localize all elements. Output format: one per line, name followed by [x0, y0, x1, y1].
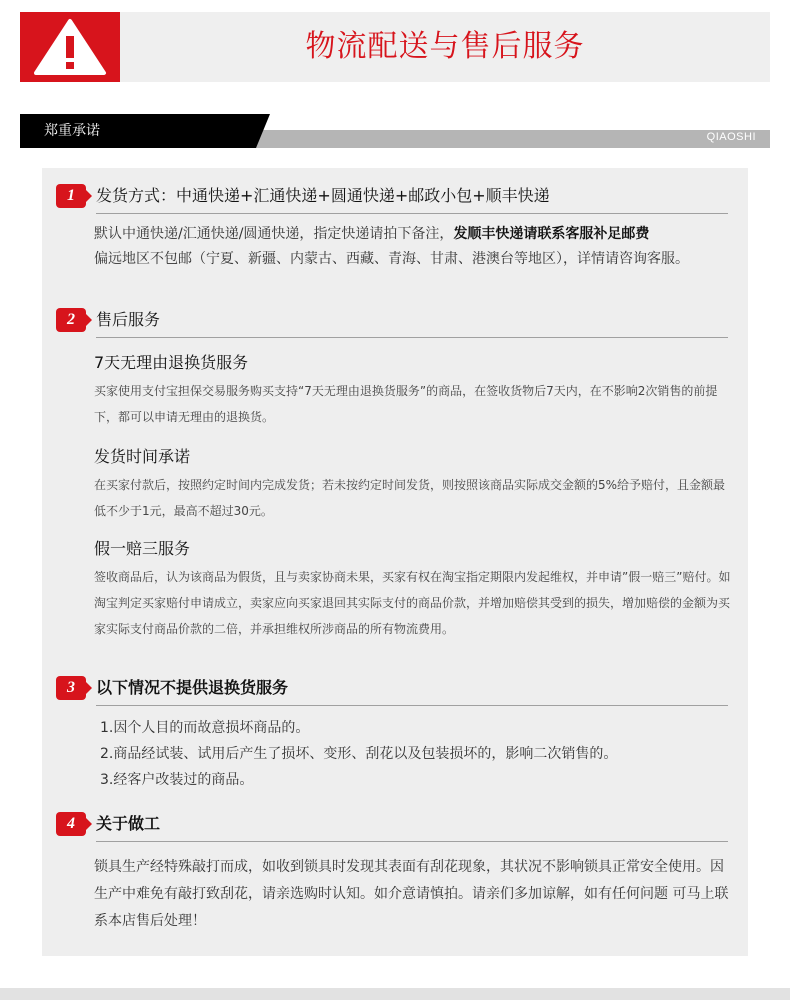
shipping-text-remote: 偏远地区不包邮（宁夏、新疆、内蒙古、西藏、青海、甘肃、港澳台等地区），详情请咨询客服。: [94, 251, 689, 267]
section-title: 关于做工: [96, 814, 161, 833]
bottom-strip: [0, 988, 790, 1000]
warning-badge: [20, 12, 120, 82]
craft-text: 锁具生产经特殊敲打而成，如收到锁具时发现其表面有刮花现象，其状况不影响锁具正常安全使用。因生产中难免有敲打致刮花，请亲选购时认知。如介意请慎拍。请亲们多加谅解，如有任何问题 可马上联系本店售后处理！: [94, 859, 729, 929]
section-title: 以下情况不提供退换货服务: [96, 678, 289, 697]
section-after-sales-header: [56, 306, 728, 336]
section-number-badge: 1: [56, 184, 86, 208]
service-text: 在买家付款后，按照约定时间内完成发货；若未按约定时间发货，则按照该商品实际成交金额的5%给予赔付，且金额最低不少于1元，最高不超过30元。: [94, 478, 726, 518]
content-card: [42, 168, 748, 956]
service-title: 7天无理由退换货服务: [94, 353, 249, 372]
section-number-badge: 2: [56, 308, 86, 332]
section-number-badge: 4: [56, 812, 86, 836]
section-title: 售后服务: [96, 310, 161, 329]
list-item: 1.因个人目的而故意损坏商品的。: [100, 720, 310, 736]
shipping-text: [94, 222, 734, 272]
list-item: 2.商品经试装、试用后产生了损坏、变形、刮花以及包装损坏的，影响二次销售的。: [100, 746, 618, 762]
section-divider: [96, 841, 728, 842]
service-text: 买家使用支付宝担保交易服务购买支持“7天无理由退换货服务”的商品，在签收货物后7天内，在不影响2次销售的前提下，都可以申请无理由的退换货。: [94, 384, 718, 424]
shipping-text-emphasis: 发顺丰快递请联系客服补足邮费: [453, 226, 650, 242]
section-divider: [96, 213, 728, 214]
service-title: 假一赔三服务: [94, 539, 191, 558]
service-title: 发货时间承诺: [94, 447, 191, 466]
shipping-text-default: 默认中通快递/汇通快递/圆通快递，指定快递请拍下备注，: [94, 226, 454, 242]
service-text: 签收商品后，认为该商品为假货，且与卖家协商未果，买家有权在淘宝指定期限内发起维权，并申请”假一赔三”赔付。如淘宝判定买家赔付申请成立，卖家应向买家退回其实际支付的商品价款，并增加赔偿其受到的损失，增加赔偿的金额为买家实际支付商品价款的二倍，并承担维权所涉商品的所有物流费用。: [94, 570, 731, 636]
pledge-bar: [20, 114, 770, 148]
section-divider: [96, 337, 728, 338]
header-banner: [20, 12, 770, 82]
pledge-label: 郑重承诺: [20, 114, 256, 148]
pledge-bar-stripe: [256, 130, 770, 148]
section-craft-header: [56, 810, 728, 840]
section-divider: [96, 705, 728, 706]
page-title: 物流配送与售后服务: [305, 29, 585, 64]
section-no-return-header: [56, 674, 728, 704]
brand-tag: QIAOSHI: [706, 131, 756, 143]
section-title: 发货方式：中通快递+汇通快递+圆通快递+邮政小包+顺丰快递: [96, 186, 550, 205]
warning-icon: [32, 18, 108, 76]
section-shipping-header: [56, 182, 728, 212]
section-number-badge: 3: [56, 676, 86, 700]
list-item: 3.经客户改装过的商品。: [100, 772, 254, 788]
